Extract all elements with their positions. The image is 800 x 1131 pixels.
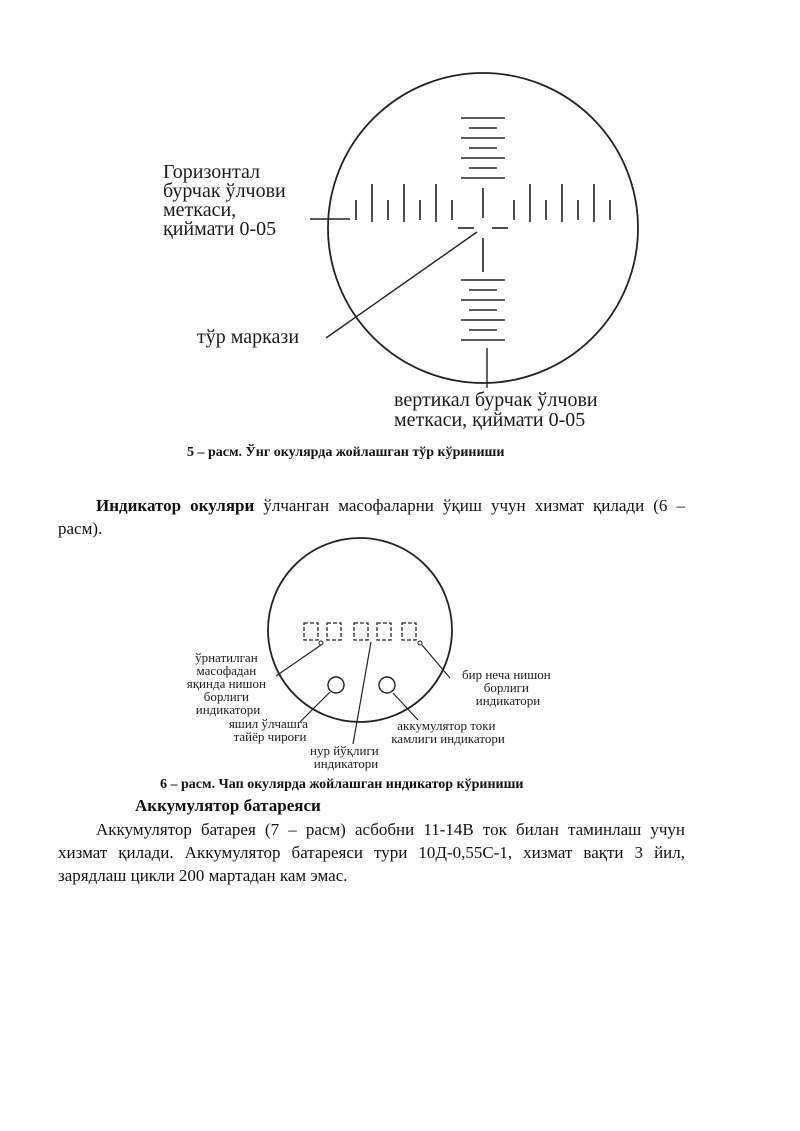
- digit-segment: [354, 623, 368, 640]
- near-target-indicator-label: ўрнатилган масофадан яқинда нишон борлиги индикатори: [186, 650, 266, 717]
- figure-6-indicator: [0, 535, 800, 775]
- digit-segment: [304, 623, 318, 640]
- digit-segment: [377, 623, 391, 640]
- vertical-scale-label: вертикал бурчак ўлчови меткаси, қиймати 0-05: [394, 389, 598, 431]
- digit-segment: [402, 623, 416, 640]
- battery-low-lamp: [379, 677, 395, 693]
- green-ready-lamp: [328, 677, 344, 693]
- figure-5-reticle: [0, 0, 800, 450]
- multi-target-dot: [418, 641, 422, 645]
- reticle-circle: [328, 73, 638, 383]
- leader-center-label: [326, 232, 477, 338]
- digit-display: [304, 623, 416, 640]
- multi-target-indicator-label: бир неча нишон борлиги индикатори: [462, 667, 551, 708]
- paragraph-indicator-eyepiece: Индикатор окуляри ўлчанган масофаларни ўқиш учун хизмат қилади (6 – расм).: [58, 496, 685, 538]
- brightness-indicator-label: нур йўқлиги индикатори: [310, 743, 379, 771]
- green-lamp-label: яшил ўлчашга тайёр чироғи: [228, 716, 308, 744]
- vertical-angle-scale: [461, 118, 505, 340]
- horizontal-scale-label: Горизонтал бурчак ўлчови меткаси, қиймати 0-05: [163, 161, 286, 240]
- figure-5-caption: 5 – расм. Ўнг окулярда жойлашган тўр кўриниши: [187, 445, 505, 460]
- section-heading: Аккумулятор батареяси: [135, 796, 321, 815]
- digit-segment: [327, 623, 341, 640]
- near-target-dot: [319, 641, 323, 645]
- center-label: тўр маркази: [197, 326, 300, 348]
- figure-6-caption: 6 – расм. Чап окулярда жойлашган индикатор кўриниши: [160, 777, 524, 792]
- indicator-circle: [268, 538, 452, 722]
- battery-indicator-label: аккумулятор токи камлиги индикатори: [391, 718, 505, 746]
- paragraph-battery: Аккумулятор батарея (7 – расм) асбобни 11-14В ток билан таминлаш учун хизмат қилади. Аккумулятор батареяси тури 10Д-0,55С-1, хизмат вақти 3 йил, зарядлаш цикли 200 мартадан кам эмас.: [58, 820, 685, 885]
